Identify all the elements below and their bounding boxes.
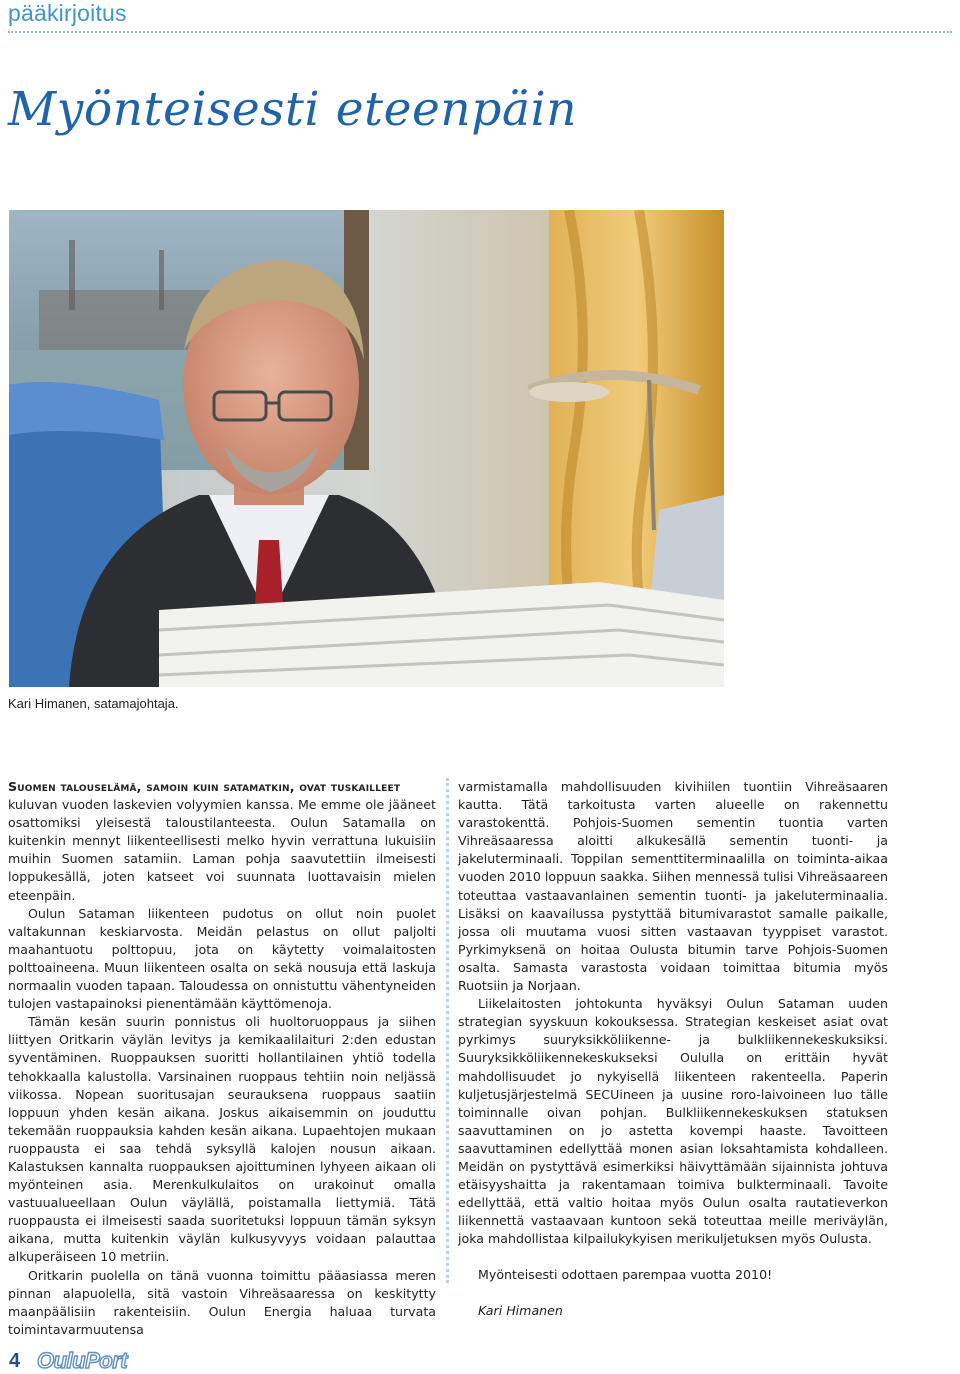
lead-small-caps: Suomen talouselämä, samoin kuin satamatkin, ovat tuskailleet (8, 779, 401, 794)
body-paragraph: Oulun Sataman liikenteen pudotus on ollut noin puolet valtakunnan keskiarvosta. Meidän pelastus on ollut paljolti maahantuotu polttopuu, jota on käytetty voimalaitosten polttoaineena. Muun liikenteen osalta on sekä nousuja että laskuja normaalin vuoden tapaan. Taloudessa on onnistuttu vähentyneiden tulojen vastapainoksi pienentämään käyttömenoja. (8, 905, 436, 1012)
closing-line: Myönteisesti odottaen parempaa vuotta 2010! (478, 1267, 773, 1283)
body-paragraph: Tämän kesän suurin ponnistus oli huoltoruoppaus ja siihen liittyen Oritkarin väylän levitys ja kemikaalilaituri 2:den edustan syventäminen. Ruoppauksen suoritti hollantilainen yhtiö todella tehokkaalla kalustolla. Varsinainen ruoppaus tehtiin noin neljässä viikossa. Nopean suoritusajan seurauksena ruoppaus saatiin loppuun yhden kesän aikana. Joskus aikaisemmin on jouduttu tekemään ruoppauksia kahden kesän aikana. Lupaehtojen mukaan ruoppausta ei saa tehdä syksyllä kalojen nousun aikaan. Kalastuksen kannalta ruoppauksen ajoittuminen lyhyeen aikaan oli myönteinen asia. Merenkulkulaitos on urakoinut omalla vastuualueellaan Oulun väylällä, poistamalla liettymiä. Tätä ruoppausta ei ilmeisesti saada suoritetuksi loppuun tämän syksyn aikana, mutta kuitenkin väylän kulkusyvyys voidaan palauttaa alkuperäiseen 10 metriin. (8, 1014, 436, 1265)
body-paragraph: Oritkarin puolella on tänä vuonna toimittu pääasiassa meren pinnan alapuolella, sitä vastoin Vihreäsaaressa on keskitytty maanpäälisiin rakenteisiin. Oulun Energia haluaa turvata toimintavarmuutensa (8, 1267, 436, 1337)
lead-paragraph (8, 778, 436, 905)
photo-caption: Kari Himanen, satamajohtaja. (8, 696, 179, 711)
page-number: 4 (9, 1350, 21, 1372)
ouluport-logo: OuluPort (37, 1348, 128, 1373)
body-paragraph: Liikelaitosten johtokunta hyväksyi Oulun Sataman uuden strategian syyskuun kokouksessa. Strategian keskeiset asiat ovat pyrkimys suuryksikköliikenne- ja bulkliikennekeskuksiksi. Suuryksikköliikennekeskukseksi Oululla on erittäin hyvät mahdollisuudet jo nykyisellä liikenteen rakenteella. Paperin kuljetusjärjestelmä SECUineen ja uusine roro-laivoineen luo tälle toiminnalle oivan pohjan. Bulkliikennekeskuksen statuksen saavuttaminen on jo astetta kovempi haaste. Tavoitteen saavuttaminen edellyttää monen asian loksahtamista kohdalleen. Meidän on pystyttävä esimerkiksi häivyttämään sijainnista johtuva etäisyyshaitta ja rakentamaan toimiva bulkterminaali. Tavoite edellyttää, että valtio hoitaa myös Oulun osalta rautatieverkon liikennettä vastaavaan kuntoon sekä toteuttaa meille meriväylän, joka mahdollistaa kilpailukykyisen merikuljetuksen myös Oulusta. (458, 996, 888, 1247)
body-paragraph: varmistamalla mahdollisuuden kivihiilen tuontiin Vihreäsaaren kautta. Tätä tarkoitusta varten alueelle on rakennettu varastokenttä. Pohjois-Suomen sementin tuontia varten Vihreäsaaressa aloitti alkukesällä sementin tuonti- ja jakeluterminaali. Toppilan sementtiterminaalilla on toiminta-aikaa vuoden 2010 loppuun saakka. Siihen mennessä tulisi Vihreäsaareen toteuttaa vastaavanlainen sementin tuonti- ja jakeluterminaalia. Lisäksi on kaavailussa pystyttää bitumivarastot samalle paikalle, jossa oli muutama vuosi sitten vastaavan tyyppiset varastot. Pyrkimyksenä on hoitaa Oulusta bitumin tarve Pohjois-Suomen osalta. Samasta varastosta voidaan toimittaa bitumia myös Ruotsiin ja Norjaan. (458, 779, 888, 994)
author-signature: Kari Himanen (478, 1302, 563, 1318)
article-column-left (8, 778, 436, 1339)
column-divider (446, 778, 449, 1283)
header-divider (8, 31, 952, 33)
lead-text: kuluvan vuoden laskevien volyymien kanssa. Me emme ole jääneet osattomiksi yleisestä taloustilanteesta. Oulun Satamalla on kuitenkin mennyt liikenteellisesti melko hyvin verrattuna lukuisiin muihin Suomen satamiin. Laman pohja saavutettiin ilmeisesti loppukesällä, joten katseet voi suunnata luottavaisin mielen eteenpäin. (8, 797, 436, 903)
portrait-photo (9, 210, 724, 687)
section-label: pääkirjoitus (8, 0, 127, 26)
article-title: Myönteisesti eteenpäin (8, 82, 578, 137)
article-column-right (458, 778, 888, 1320)
